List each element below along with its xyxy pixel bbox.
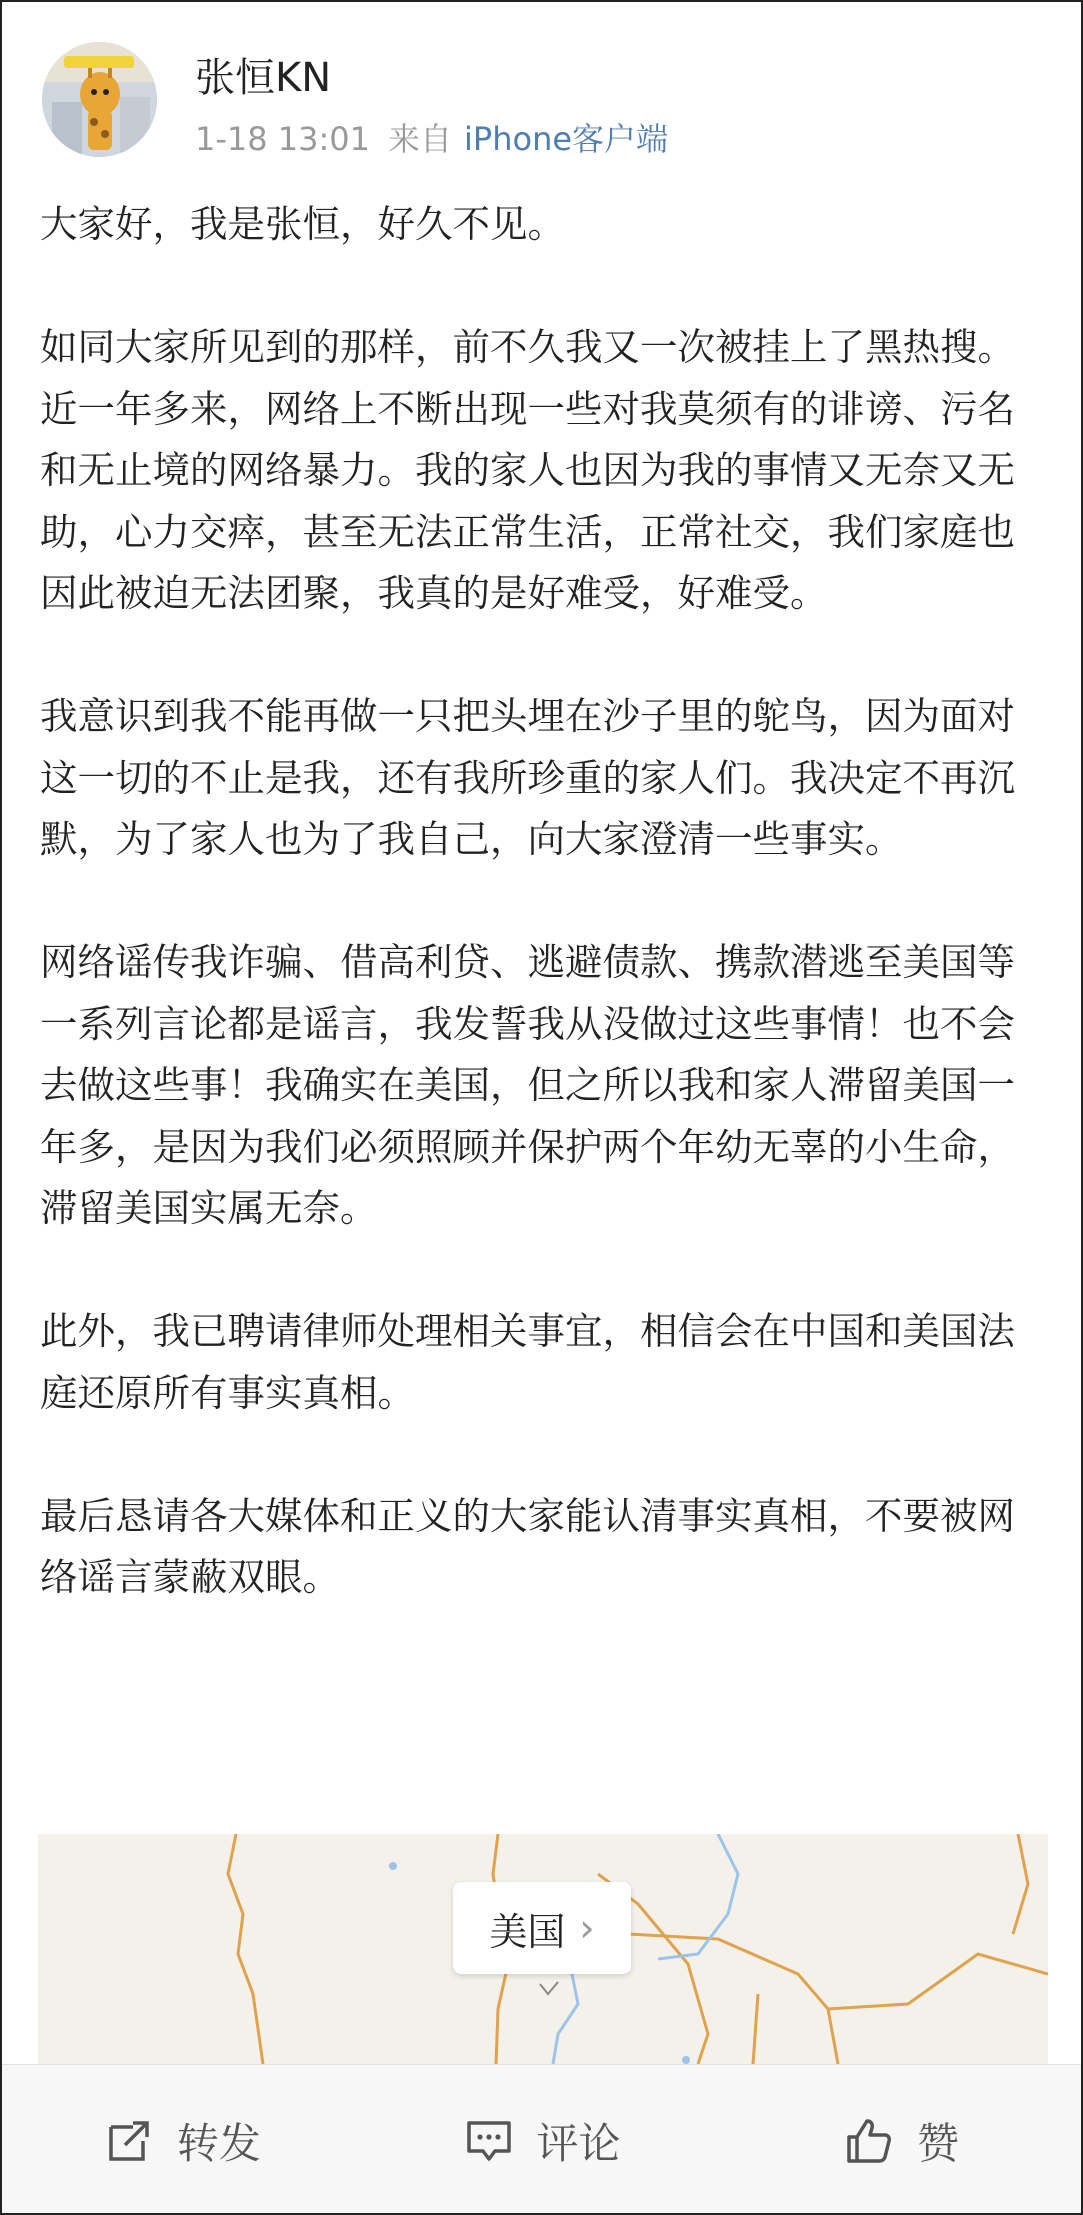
comment-button[interactable] (362, 2111, 722, 2171)
post-paragraph: 如同大家所见到的那样，前不久我又一次被挂上了黑热搜。近一年多来，网络上不断出现一些对我莫须有的诽谤、污名和无止境的网络暴力。我的家人也因为我的事情又无奈又无助，心力交瘁，甚至无法正常生活，正常社交，我们家庭也因此被迫无法团聚，我真的是好难受，好难受。 (40, 325, 1015, 615)
like-label: 赞 (917, 2119, 960, 2168)
repost-button[interactable] (2, 2111, 362, 2171)
source-from-label: 来自 (388, 120, 453, 158)
action-bar (2, 2064, 1081, 2215)
location-map-card[interactable] (38, 1834, 1048, 2064)
thumbs-up-icon (843, 2115, 895, 2167)
repost-label: 转发 (176, 2119, 261, 2168)
location-tag[interactable] (453, 1882, 631, 1974)
giraffe-avatar-image (42, 42, 157, 157)
comment-label: 评论 (536, 2119, 621, 2168)
location-label: 美国 (489, 1909, 566, 1954)
post-paragraph: 最后恳请各大媒体和正义的大家能认清事实真相，不要被网络谣言蒙蔽双眼。 (40, 1493, 1015, 1599)
post-header (2, 2, 1081, 177)
comment-icon (463, 2115, 515, 2167)
post-paragraph: 此外，我已聘请律师处理相关事宜，相信会在中国和美国法庭还原所有事实真相。 (40, 1309, 1015, 1415)
source-client-link[interactable]: iPhone客户端 (464, 120, 669, 158)
user-avatar[interactable] (42, 42, 157, 157)
like-button[interactable] (721, 2111, 1081, 2171)
chevron-right-icon: › (579, 1906, 595, 1950)
repost-icon (103, 2115, 155, 2167)
post-timestamp: 1-18 13:01 (195, 120, 371, 158)
post-paragraph: 我意识到我不能再做一只把头埋在沙子里的鸵鸟，因为面对这一切的不止是我，还有我所珍重的家人们。我决定不再沉默，为了家人也为了我自己，向大家澄清一些事实。 (40, 694, 1015, 861)
post-meta (195, 114, 668, 160)
post-body (40, 194, 1050, 1609)
post-paragraph: 网络谣传我诈骗、借高利贷、逃避债款、携款潜逃至美国等一系列言论都是谣言，我发誓我从没做过这些事情！也不会去做这些事！我确实在美国，但之所以我和家人滞留美国一年多，是因为我们必须照顾并保护两个年幼无辜的小生命，滞留美国实属无奈。 (40, 940, 1015, 1230)
post-paragraph: 大家好，我是张恒，好久不见。 (40, 202, 565, 246)
username[interactable]: 张恒KN (195, 55, 332, 101)
